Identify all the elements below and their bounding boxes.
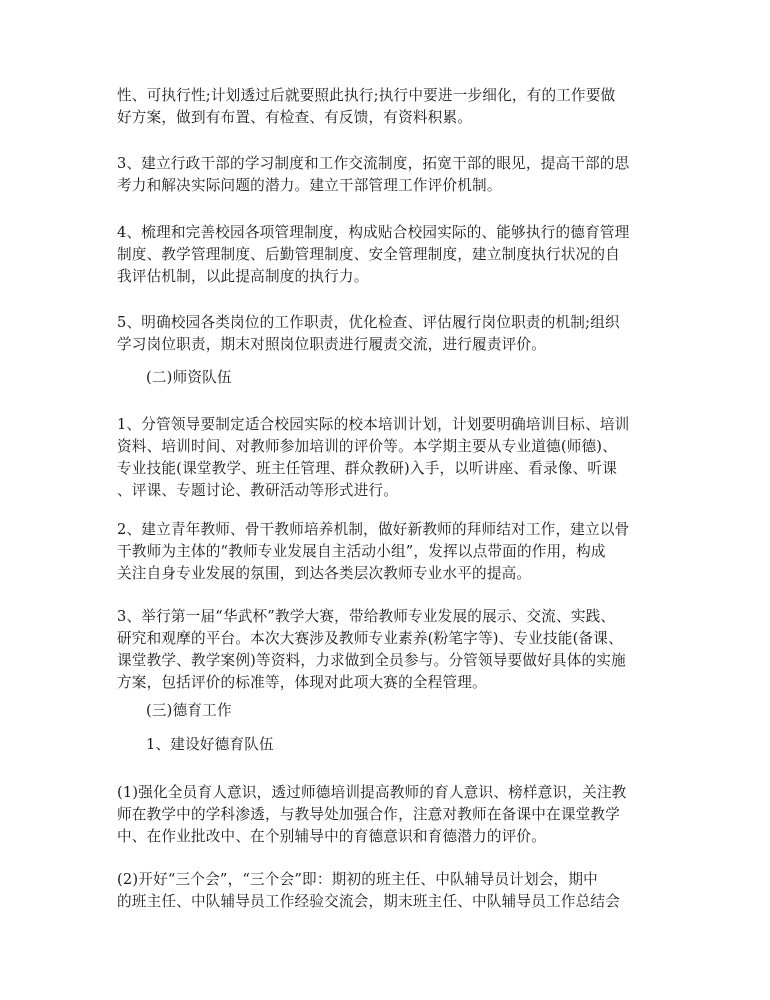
paragraph-school-management-system: 4、梳理和完善校园各项管理制度，构成贴合校园实际的、能够执行的德育管理 制度、教学管理制度、后勤管理制度、安全管理制度，建立制度执行状况的自 我评估机制，以此提高制度的执行力。 (117, 224, 630, 285)
section-heading-teaching-staff: (二)师资队伍 (146, 369, 232, 386)
paragraph-school-based-training: 1、分管领导要制定适合校园实际的校本培训计划，计划要明确培训目标、培训 资料、培训时间、对教师参加培训的评价等。本学期主要从专业道德(师德)、 专业技能(课堂教学、班主任管理、群众教研)入手，以听讲座、看录像、听课 、评课、专题讨论、教研活动等形式进行。 (117, 416, 630, 499)
paragraph-whole-staff-education: (1)强化全员育人意识，透过师德培训提高教师的育人意识、榜样意识，关注教 师在教学中的学科渗透，与教导处加强合作，注意对教师在备课中在课堂教学 中、在作业批改中、在个别辅导中的育德意识和育德潜力的评价。 (117, 784, 627, 845)
paragraph-post-responsibilities: 5、明确校园各类岗位的工作职责，优化检查、评估履行岗位职责的机制;组织 学习岗位职责，期末对照岗位职责进行履责交流，进行履责评价。 (117, 314, 620, 353)
paragraph-young-teacher-training: 2、建立青年教师、骨干教师培养机制，做好新教师的拜师结对工作，建立以骨 干教师为主体的“教师专业发展自主活动小组”，发挥以点带面的作用，构成 关注自身专业发展的氛围，到达各类层次教师专业水平的提高。 (117, 521, 630, 582)
paragraph-admin-cadre-study: 3、建立行政干部的学习制度和工作交流制度，拓宽干部的眼见，提高干部的思 考力和解决实际问题的潜力。建立干部管理工作评价机制。 (117, 155, 630, 194)
paragraph-plan-execution: 性、可执行性;计划透过后就要照此执行;执行中要进一步细化，有的工作要做 好方案，做到有布置、有检查、有反馈，有资料积累。 (117, 87, 616, 126)
paragraph-three-meetings: (2)开好“三个会”，“三个会”即：期初的班主任、中队辅导员计划会，期中 的班主任、中队辅导员工作经验交流会，期末班主任、中队辅导员工作总结会 (117, 871, 620, 910)
subsection-heading-moral-team: 1、建设好德育队伍 (146, 736, 274, 753)
paragraph-teaching-competition: 3、举行第一届“华武杯”教学大赛，带给教师专业发展的展示、交流、实践、 研究和观摩的平台。本次大赛涉及教师专业素养(粉笔字等)、专业技能(备课、 课堂教学、教学案例)等资料，力求做到全员参与。分管领导要做好具体的实施 方案，包括评价的标准等，体现对此项大赛的全程管理。 (117, 608, 626, 691)
section-heading-moral-education: (三)德育工作 (146, 702, 232, 719)
